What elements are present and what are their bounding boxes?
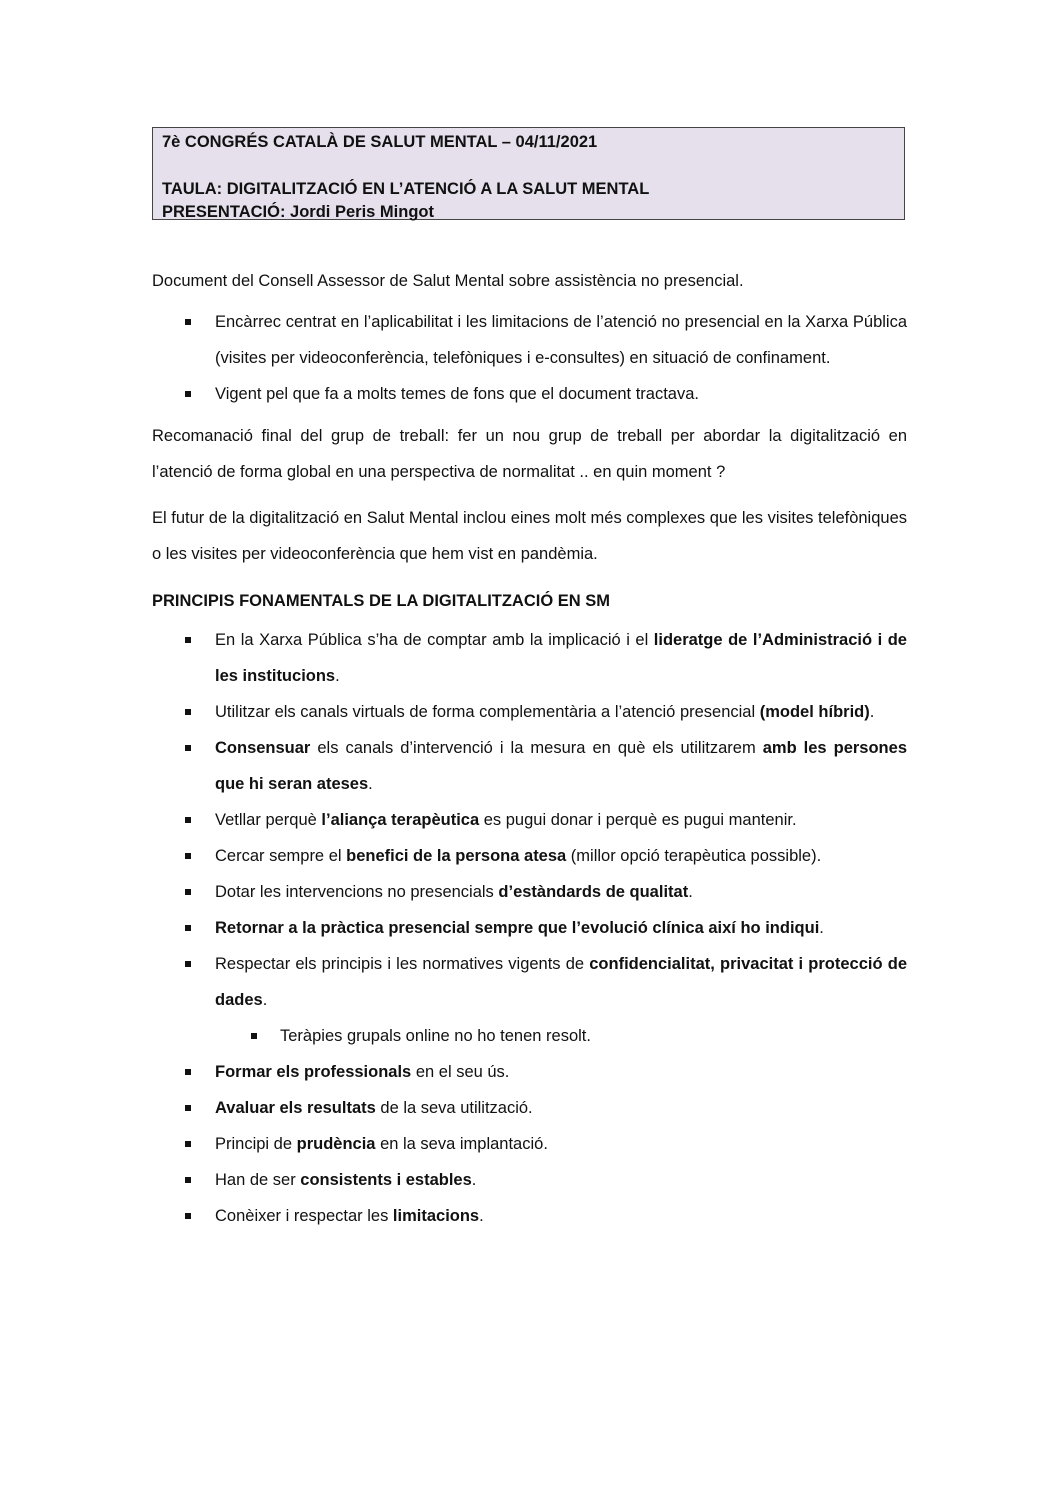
intro-paragraph: Document del Consell Assessor de Salut Mental sobre assistència no presencial. [152, 272, 744, 290]
recommendation-paragraph: Recomanació final del grup de treball: fer un nou grup de treball per abordar la digitalització en l’atenció de forma global en una perspectiva de normalitat .. en quin moment ? [152, 427, 907, 481]
header-box [152, 127, 905, 220]
list-item: Conèixer i respectar les limitacions. [152, 1198, 907, 1234]
document-body [152, 266, 907, 1240]
list-item: Consensuar els canals d’intervenció i la mesura en què els utilitzarem amb les persones que hi seran ateses. [152, 730, 907, 802]
list-item: Cercar sempre el benefici de la persona atesa (millor opció terapèutica possible). [152, 838, 907, 874]
list-subitem: Teràpies grupals online no ho tenen resolt. [152, 1018, 907, 1054]
future-paragraph: El futur de la digitalització en Salut Mental inclou eines molt més complexes que les visites telefòniques o les visites per videoconferència que hem vist en pandèmia. [152, 509, 907, 563]
list-item: Vigent pel que fa a molts temes de fons que el document tractava. [152, 376, 907, 412]
list-item: Respectar els principis i les normatives vigents de confidencialitat, privacitat i protecció de dades. [152, 946, 907, 1018]
document-bullet-list [152, 304, 907, 412]
list-item: Formar els professionals en el seu ús. [152, 1054, 907, 1090]
header-table-line: TAULA: DIGITALITZACIÓ EN L’ATENCIÓ A LA SALUT MENTAL [162, 180, 650, 198]
list-item: Utilitzar els canals virtuals de forma complementària a l’atenció presencial (model híbrid). [152, 694, 907, 730]
header-congress-line: 7è CONGRÉS CATALÀ DE SALUT MENTAL – 04/11/2021 [162, 133, 598, 151]
list-item: Principi de prudència en la seva implantació. [152, 1126, 907, 1162]
header-presenter-line: PRESENTACIÓ: Jordi Peris Mingot [162, 203, 434, 221]
list-item: Retornar a la pràctica presencial sempre que l’evolució clínica així ho indiqui. [152, 910, 907, 946]
list-item: Vetllar perquè l’aliança terapèutica es pugui donar i perquè es pugui mantenir. [152, 802, 907, 838]
list-item: Han de ser consistents i estables. [152, 1162, 907, 1198]
principles-list [152, 622, 907, 1234]
list-item: Dotar les intervencions no presencials d’estàndards de qualitat. [152, 874, 907, 910]
section-heading: PRINCIPIS FONAMENTALS DE LA DIGITALITZACIÓ EN SM [152, 592, 611, 610]
list-item: Encàrrec centrat en l’aplicabilitat i les limitacions de l’atenció no presencial en la Xarxa Pública (visites per videoconferència, telefòniques i e-consultes) en situació de confinament. [152, 304, 907, 376]
list-item: En la Xarxa Pública s’ha de comptar amb la implicació i el lideratge de l’Administració i de les institucions. [152, 622, 907, 694]
list-item: Avaluar els resultats de la seva utilització. [152, 1090, 907, 1126]
